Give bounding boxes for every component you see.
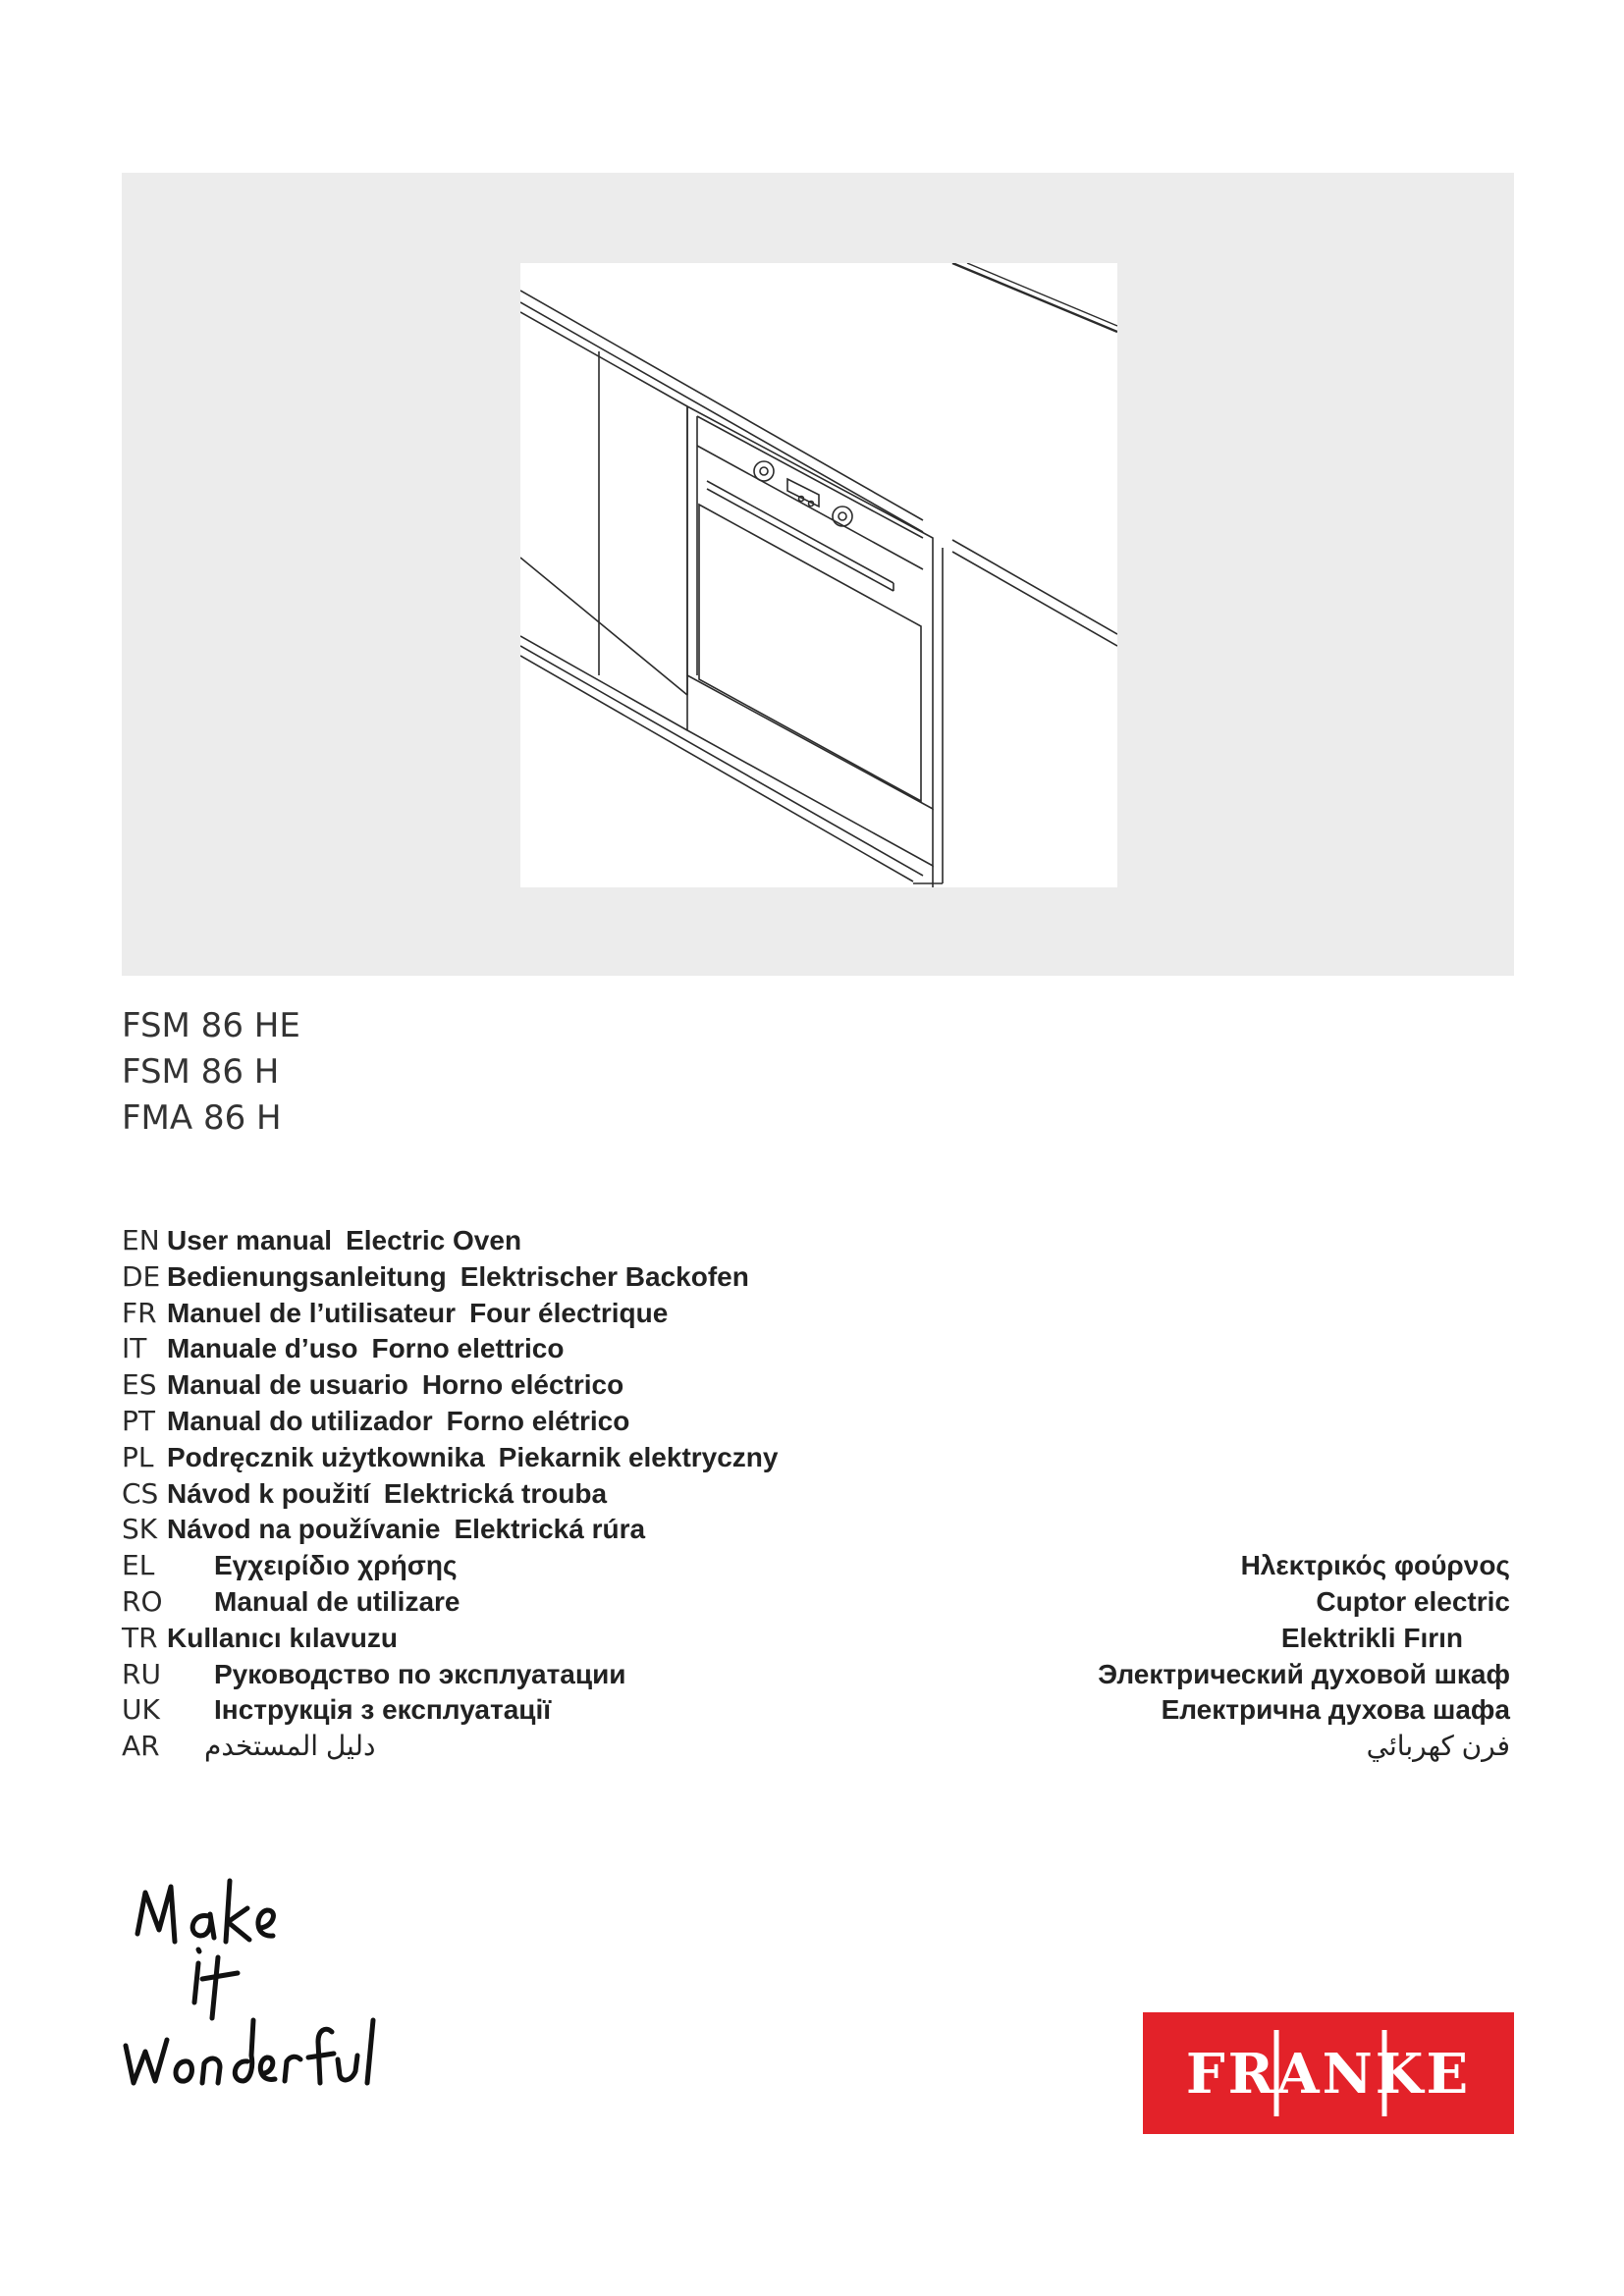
- product-label: Four électrique: [469, 1297, 669, 1328]
- manual-label: Návod na používanie: [167, 1514, 441, 1545]
- product-label: Elektrická rúra: [454, 1514, 646, 1545]
- language-row-tr: [122, 1621, 1514, 1657]
- product-label: Forno elétrico: [446, 1405, 630, 1436]
- language-row-de: [122, 1259, 1514, 1296]
- language-code: RU: [122, 1657, 161, 1690]
- manual-title: [167, 1296, 668, 1332]
- language-code: TR: [122, 1621, 158, 1654]
- manual-title: [167, 1404, 629, 1440]
- language-code: AR: [122, 1730, 160, 1763]
- language-row-it: [122, 1331, 1514, 1367]
- model-list: [122, 1003, 300, 1142]
- language-row-sk: [122, 1512, 1514, 1548]
- language-row-ru: [122, 1657, 1514, 1693]
- manual-label: Εγχειρίδιο χρήσης: [214, 1550, 458, 1581]
- manual-title: [167, 1259, 749, 1296]
- language-code: ES: [122, 1368, 157, 1402]
- language-row-ar: [122, 1729, 1514, 1765]
- language-code: DE: [122, 1259, 161, 1293]
- language-row-ro: [122, 1584, 1514, 1621]
- logo-text: FRANKE: [1185, 2042, 1472, 2107]
- manual-title: [167, 1440, 778, 1476]
- manual-title: [167, 1367, 623, 1404]
- manual-label: Manuel de l’utilisateur: [167, 1297, 457, 1328]
- language-code: PT: [122, 1404, 155, 1437]
- product-label: فرن كهربائي: [1366, 1731, 1510, 1762]
- product-label: Elektrischer Backofen: [460, 1260, 749, 1292]
- manual-label: User manual: [167, 1225, 333, 1255]
- franke-logo: [1143, 2012, 1514, 2134]
- language-code: CS: [122, 1476, 159, 1510]
- manual-label: Інструкція з експлуатації: [214, 1694, 552, 1726]
- manual-label: Manuale d’uso: [167, 1333, 358, 1364]
- model-name: FMA 86 H: [122, 1098, 282, 1138]
- product-label: Horno eléctrico: [421, 1369, 624, 1401]
- product-label: Elektrikli Fırın: [1280, 1622, 1463, 1653]
- model-name: FSM 86 H: [122, 1052, 280, 1092]
- language-row-es: [122, 1367, 1514, 1404]
- language-row-en: [122, 1223, 1514, 1259]
- manual-title: [167, 1331, 564, 1367]
- model-name: FSM 86 HE: [122, 1006, 300, 1045]
- manual-label: Manual do utilizador: [167, 1405, 433, 1436]
- manual-label: Kullanıcı kılavuzu: [167, 1622, 398, 1653]
- manual-label: Manual de usuario: [167, 1369, 408, 1401]
- product-label: Електрична духова шафа: [1161, 1694, 1510, 1726]
- manual-label: Návod k použití: [167, 1477, 370, 1509]
- language-code: PL: [122, 1440, 154, 1473]
- manual-label: Manual de utilizare: [214, 1585, 460, 1617]
- manual-label: Руководство по эксплуатации: [214, 1658, 626, 1689]
- language-list: [122, 1223, 1514, 1765]
- manual-title: [167, 1476, 607, 1513]
- manual-label: Podręcznik użytkownika: [167, 1441, 485, 1472]
- manual-label: Bedienungsanleitung: [167, 1260, 447, 1292]
- product-label: Electric Oven: [346, 1225, 522, 1255]
- manual-title: [167, 1223, 521, 1259]
- language-row-cs: [122, 1476, 1514, 1513]
- language-row-pt: [122, 1404, 1514, 1440]
- product-label: Forno elettrico: [371, 1333, 565, 1364]
- language-code: RO: [122, 1584, 163, 1618]
- language-code: EN: [122, 1224, 160, 1256]
- product-label: Elektrická trouba: [383, 1477, 608, 1509]
- language-code: SK: [122, 1513, 158, 1546]
- product-label: Ηλεκτρικός φούρνος: [1240, 1550, 1510, 1581]
- product-label: Piekarnik elektryczny: [498, 1441, 779, 1472]
- manual-label: دليل المستخدم: [204, 1731, 376, 1762]
- make-it-wonderful-slogan: [116, 1873, 391, 2109]
- oven-illustration: [520, 263, 1117, 887]
- language-code: FR: [122, 1296, 157, 1329]
- manual-title: [167, 1512, 645, 1548]
- language-row-fr: [122, 1296, 1514, 1332]
- language-row-uk: [122, 1692, 1514, 1729]
- language-code: UK: [122, 1693, 160, 1727]
- language-row-el: [122, 1548, 1514, 1584]
- product-label: Cuptor electric: [1316, 1585, 1510, 1617]
- language-code: IT: [122, 1332, 147, 1365]
- language-row-pl: [122, 1440, 1514, 1476]
- language-code: EL: [122, 1549, 155, 1582]
- product-label: Электрический духовой шкаф: [1098, 1658, 1510, 1689]
